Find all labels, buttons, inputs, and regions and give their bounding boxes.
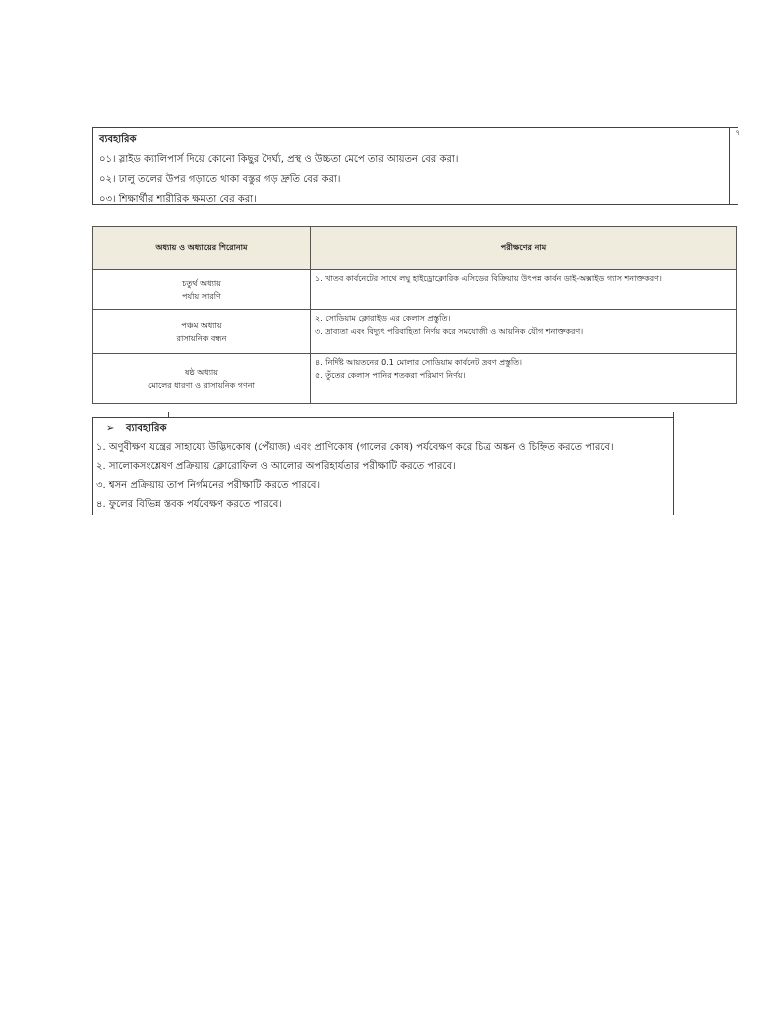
- experiment-item: ৫. তুঁতের কেলাস পানির শতকরা পরিমাণ নির্ণয়।: [315, 371, 466, 380]
- experiment-cell: [311, 354, 737, 404]
- experiments-table: [92, 226, 737, 404]
- chapter-title: রাসায়নিক বন্ধন: [176, 333, 227, 343]
- practical-item: ০৩। শিক্ষার্থীর শারীরিক ক্ষমতা বের করা।: [99, 194, 257, 205]
- left-border: [92, 418, 93, 515]
- practical-heading: ব্যবহারিক: [99, 134, 137, 145]
- practical-item: ৩. শ্বসন প্রক্রিয়ায় তাপ নির্গমনের পরীক্ষাটি করতে পারবে।: [96, 480, 321, 491]
- practical-box-biology: [92, 417, 674, 515]
- practical-item: ০১। স্লাইড ক্যালিপার্স দিয়ে কোনো কিছুর দৈর্ঘ্য, প্রস্থ ও উচ্চতা মেপে তার আয়তন বের করা।: [99, 154, 459, 165]
- practical-heading-text: ব্যাবহারিক: [126, 423, 167, 434]
- chapter-cell: [93, 310, 311, 354]
- practical-heading: [96, 419, 670, 438]
- practical-box-physics: [92, 127, 738, 205]
- corner-mark: ৭: [735, 129, 740, 137]
- chapter-title: পর্যায় সারণি: [182, 291, 221, 301]
- experiment-item: ৪. নির্দিষ্ট আয়তনের 0.1 মোলার সোডিয়াম কার্বনেট দ্রবণ প্রস্তুতি।: [315, 358, 522, 367]
- practical-item: ৪. ফুলের বিভিন্ন স্তবক পর্যবেক্ষণ করতে পারবে।: [96, 499, 282, 510]
- table-row: [93, 270, 737, 310]
- experiment-cell: [311, 270, 737, 310]
- table-header-row: [93, 227, 737, 270]
- experiment-item: ৩. দ্রাব্যতা এবং বিদ্যুৎ পরিবাহিতা নির্ণয় করে সমযোজী ও আয়নিক যৌগ শনাক্তকরণ।: [315, 327, 584, 336]
- chapter-number: ষষ্ঠ অধ্যায়: [185, 367, 218, 377]
- practical-item: ২. সালোকসংশ্লেষণ প্রক্রিয়ায় ক্লোরোফিল ও আলোর অপরিহার্যতার পরীক্ষাটি করতে পারবে।: [96, 461, 456, 472]
- column-tick: [673, 412, 674, 418]
- experiment-item: ১. খাতব কার্বনেটের সাথে লঘু হাইড্রোক্লোরিক এসিডের বিক্রিয়ায় উৎপন্ন কার্বন ডাই-অক্সাইড গ্যাস শনাক্তকরণ।: [315, 274, 662, 283]
- chapter-title: মোলের ধারণা ও রাসায়নিক গণনা: [148, 380, 255, 390]
- header-experiment: পরীক্ষণের নাম: [311, 227, 737, 270]
- chapter-cell: [93, 270, 311, 310]
- table-row: [93, 310, 737, 354]
- experiment-item: ২. সোডিয়াম ক্লোরাইড এর কেলাস প্রস্তুতি।: [315, 314, 451, 323]
- chapter-number: চতুর্থ অধ্যায়: [182, 278, 221, 288]
- header-chapter: অধ্যায় ও অধ্যায়ের শিরোনাম: [93, 227, 311, 270]
- practical-item: ১. অণুবীক্ষণ যন্ত্রের সাহায্যে উদ্ভিদকোষ (পেঁয়াজ) এবং প্রাণিকোষ (গালের কোষ) পর্যবেক্ষণ করে চিত্র অঙ্কন ও চিহ্নিত করতে পারবে।: [96, 442, 614, 453]
- experiment-cell: [311, 310, 737, 354]
- arrow-bullet-icon: ➢: [106, 423, 115, 434]
- practical-item: ০২। ঢালু তলের উপর গড়াতে থাকা বস্তুর গড় দ্রুতি বের করা।: [99, 174, 341, 185]
- chapter-cell: [93, 354, 311, 404]
- chapter-number: পঞ্চম অধ্যায়: [181, 320, 222, 330]
- column-tick: [168, 412, 169, 418]
- table-row: [93, 354, 737, 404]
- right-border: [673, 418, 674, 515]
